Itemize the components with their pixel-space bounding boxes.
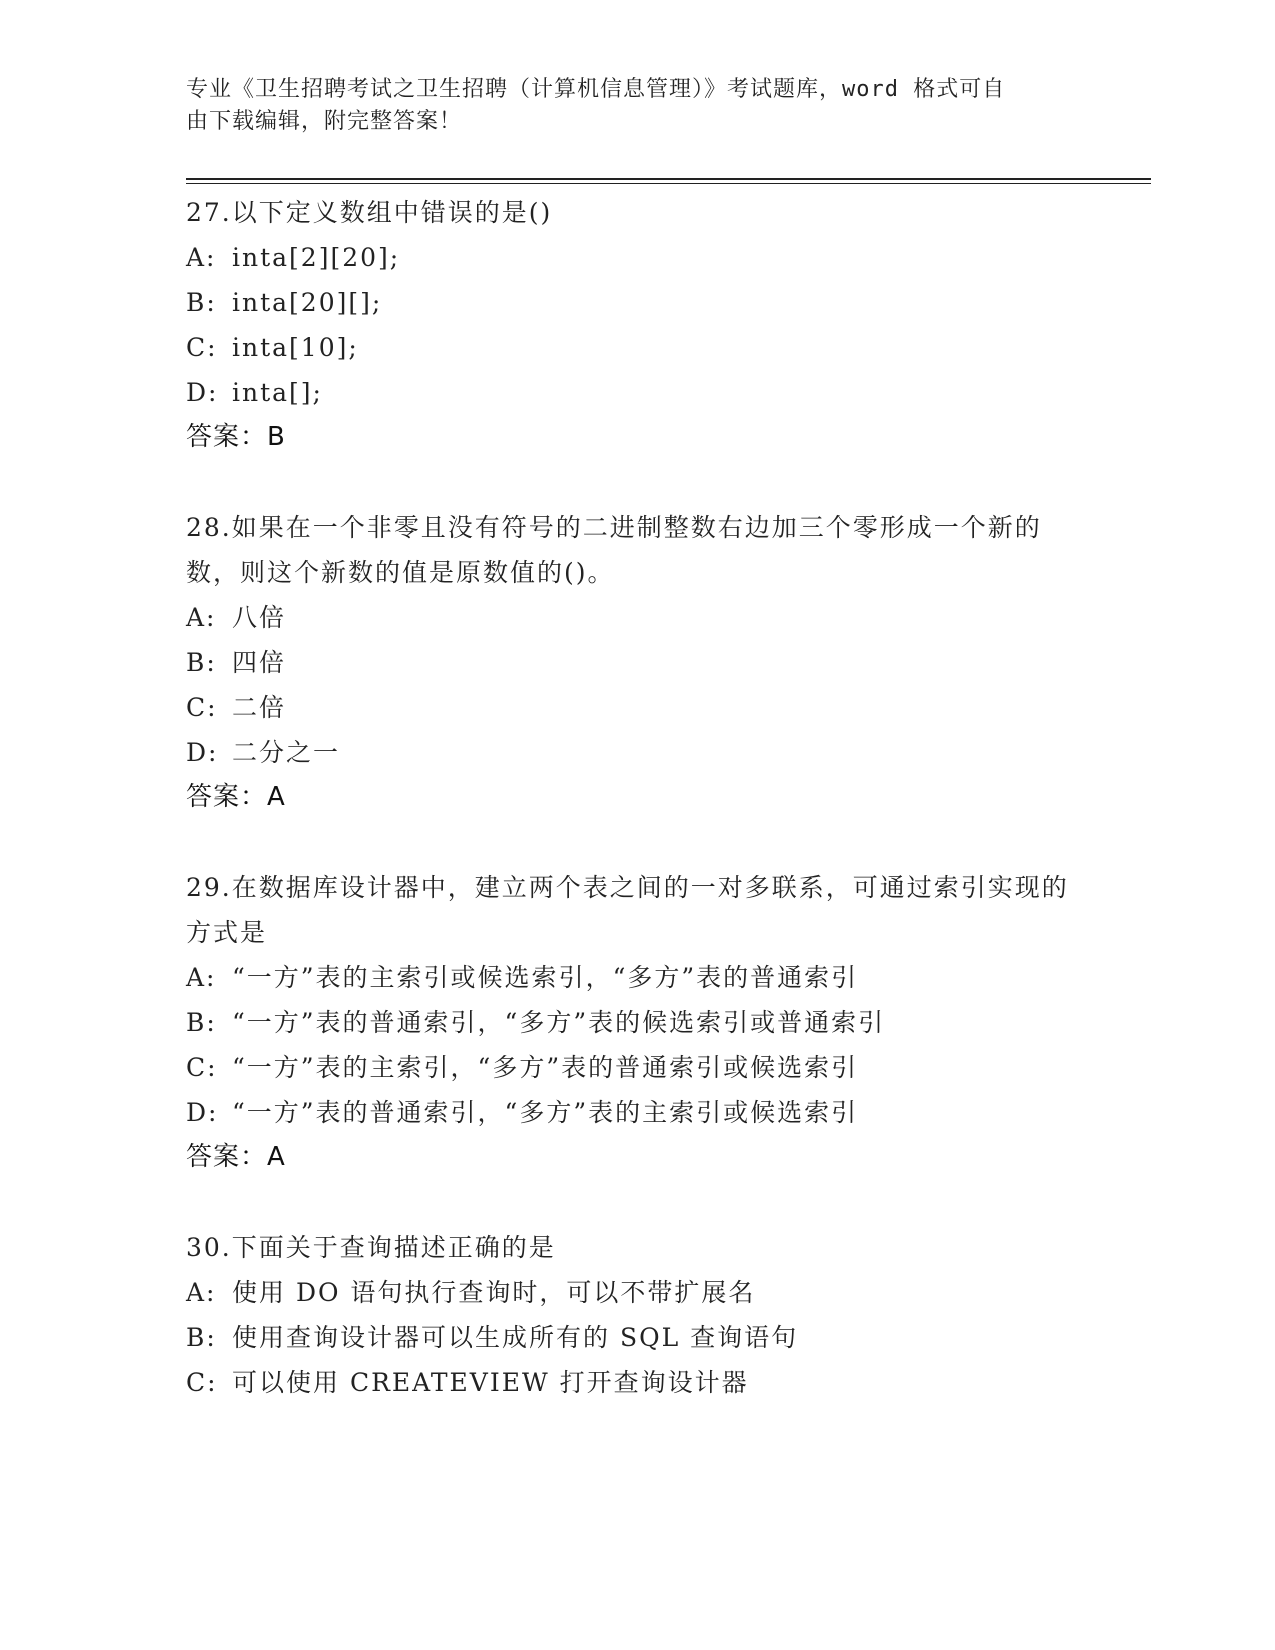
question-list bbox=[186, 190, 1086, 1450]
option-c bbox=[186, 685, 1086, 730]
option-a bbox=[186, 1270, 1086, 1315]
option-text: “一方”表的主索引或候选索引，“多方”表的普通索引 bbox=[232, 963, 859, 992]
header-rule-thick bbox=[186, 178, 1151, 180]
option-label: A: bbox=[186, 243, 217, 272]
question-27 bbox=[186, 190, 1086, 460]
header-line-1: 专业《卫生招聘考试之卫生招聘（计算机信息管理）》考试题库，word 格式可自 bbox=[186, 77, 1006, 102]
option-text: 二倍 bbox=[232, 693, 287, 722]
option-a bbox=[186, 235, 1086, 280]
header-line-2: 由下载编辑，附完整答案！ bbox=[186, 109, 463, 134]
option-label: B: bbox=[186, 288, 217, 317]
question-stem: 30.下面关于查询描述正确的是 bbox=[186, 1233, 556, 1262]
option-text: 八倍 bbox=[232, 603, 287, 632]
option-label: D: bbox=[186, 738, 219, 767]
option-c bbox=[186, 1360, 1086, 1405]
option-c bbox=[186, 325, 1086, 370]
option-text: “一方”表的普通索引，“多方”表的主索引或候选索引 bbox=[232, 1098, 859, 1127]
option-text: 可以使用 CREATEVIEW 打开查询设计器 bbox=[232, 1368, 749, 1397]
option-d bbox=[186, 730, 1086, 775]
option-text: inta[2][20]; bbox=[232, 243, 401, 272]
option-b bbox=[186, 640, 1086, 685]
question-29 bbox=[186, 865, 1086, 1180]
option-text: inta[10]; bbox=[232, 333, 359, 362]
answer-line: 答案：A bbox=[186, 1142, 286, 1172]
option-text: “一方”表的主索引，“多方”表的普通索引或候选索引 bbox=[232, 1053, 859, 1082]
option-text: 使用查询设计器可以生成所有的 SQL 查询语句 bbox=[232, 1323, 799, 1352]
option-label: B: bbox=[186, 648, 217, 677]
option-text: 二分之一 bbox=[232, 738, 341, 767]
option-text: inta[]; bbox=[232, 378, 323, 407]
option-text: “一方”表的普通索引，“多方”表的候选索引或普通索引 bbox=[232, 1008, 886, 1037]
option-label: A: bbox=[186, 963, 217, 992]
option-text: 四倍 bbox=[232, 648, 287, 677]
option-label: C: bbox=[186, 1053, 218, 1082]
option-d bbox=[186, 1090, 1086, 1135]
question-stem: 27.以下定义数组中错误的是() bbox=[186, 198, 553, 227]
option-label: B: bbox=[186, 1323, 217, 1352]
option-label: B: bbox=[186, 1008, 217, 1037]
option-a bbox=[186, 955, 1086, 1000]
option-label: A: bbox=[186, 1278, 217, 1307]
question-30 bbox=[186, 1225, 1086, 1405]
option-b bbox=[186, 1000, 1086, 1045]
question-28 bbox=[186, 505, 1086, 820]
option-a bbox=[186, 595, 1086, 640]
option-d bbox=[186, 370, 1086, 415]
document-header bbox=[186, 74, 1066, 138]
answer-line: 答案：B bbox=[186, 422, 286, 452]
option-label: C: bbox=[186, 1368, 218, 1397]
option-label: D: bbox=[186, 1098, 219, 1127]
option-b bbox=[186, 1315, 1086, 1360]
option-label: A: bbox=[186, 603, 217, 632]
option-text: 使用 DO 语句执行查询时，可以不带扩展名 bbox=[232, 1278, 756, 1307]
option-label: C: bbox=[186, 693, 218, 722]
option-b bbox=[186, 280, 1086, 325]
header-rule-thin bbox=[186, 183, 1151, 184]
answer-line: 答案：A bbox=[186, 782, 286, 812]
option-label: D: bbox=[186, 378, 219, 407]
option-label: C: bbox=[186, 333, 218, 362]
question-stem: 29.在数据库设计器中，建立两个表之间的一对多联系，可通过索引实现的方式是 bbox=[186, 873, 1069, 947]
question-stem: 28.如果在一个非零且没有符号的二进制整数右边加三个零形成一个新的数，则这个新数的值是原数值的()。 bbox=[186, 513, 1042, 587]
option-c bbox=[186, 1045, 1086, 1090]
option-text: inta[20][]; bbox=[232, 288, 383, 317]
